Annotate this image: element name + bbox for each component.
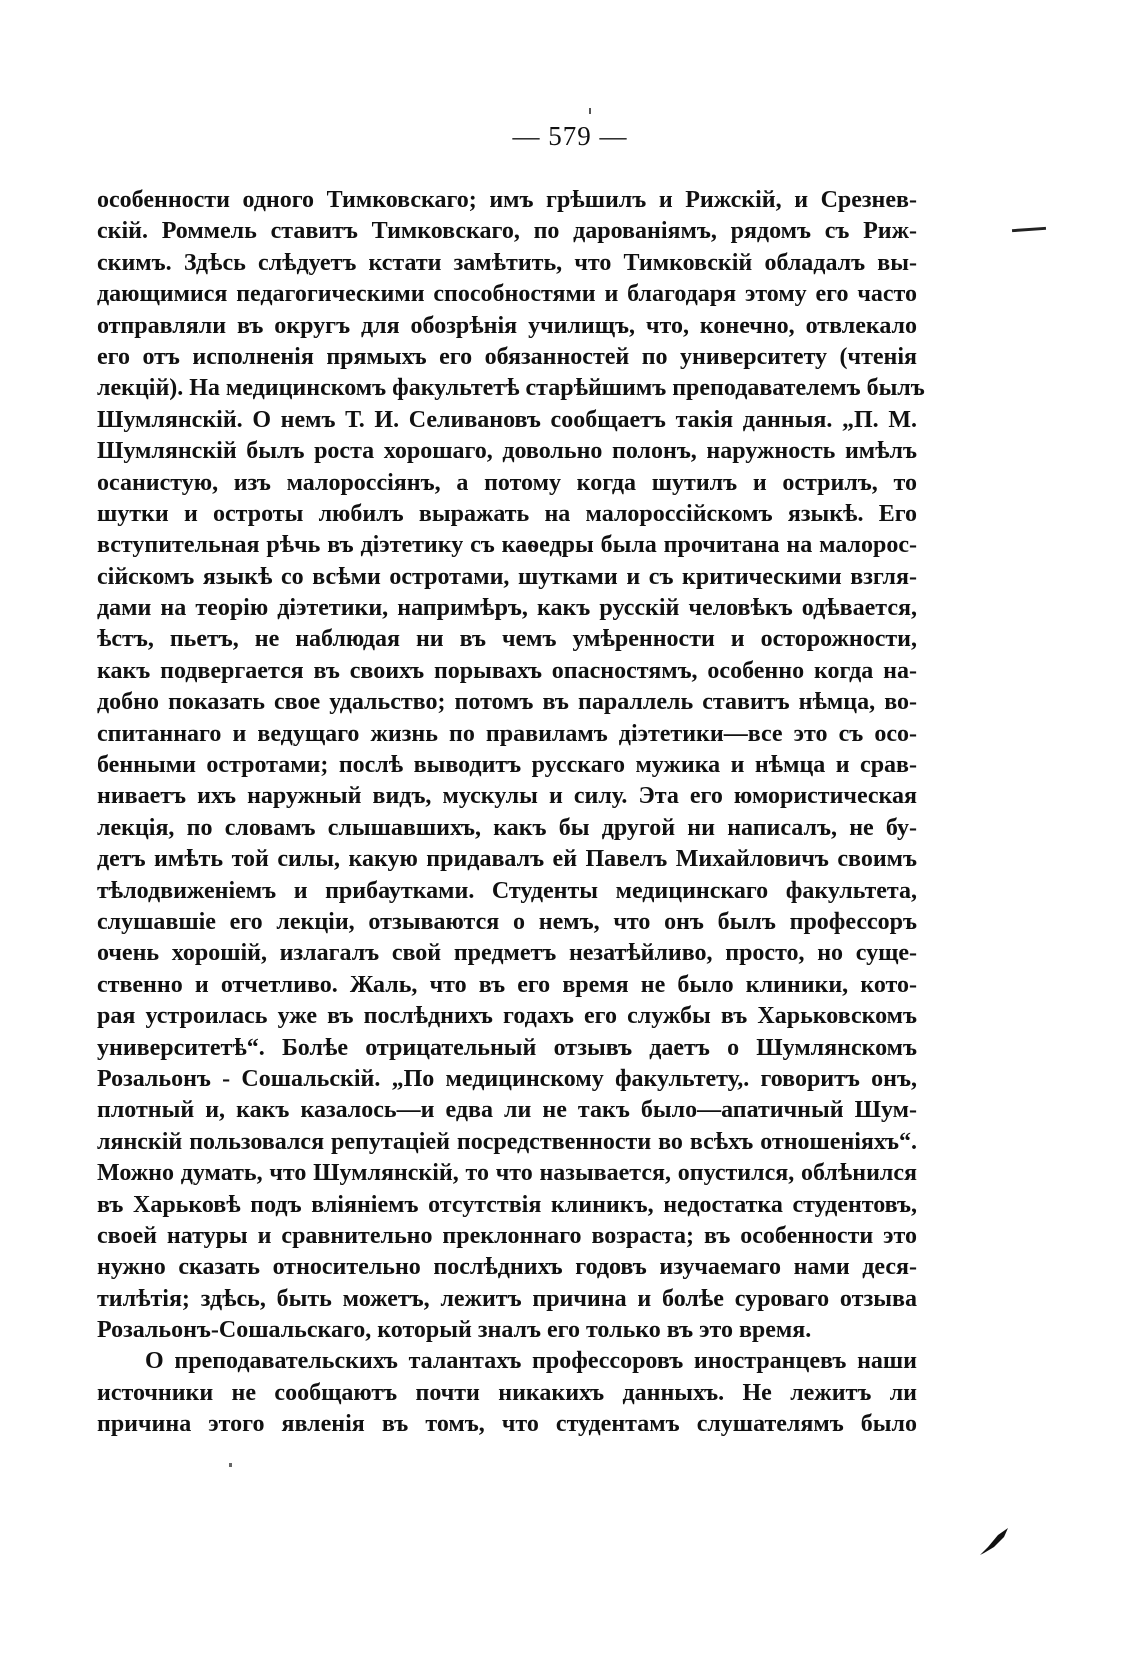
- text-line: скій. Роммель ставитъ Тимковскаго, по дарованіямъ, рядомъ съ Риж-: [97, 218, 917, 245]
- paragraph-1: [97, 185, 925, 1346]
- text-line: плотный и, какъ казалось—и едва ли не такъ было—апатичный Шум-: [97, 1097, 917, 1124]
- text-line: скимъ. Здѣсь слѣдуетъ кстати замѣтить, что Тимковскій обладалъ вы-: [97, 249, 917, 276]
- text-line: дами на теорію діэтетики, напримѣръ, какъ русскій человѣкъ одѣвается,: [97, 595, 917, 622]
- text-line: вступительная рѣчь въ діэтетику съ каѳедры была прочитана на малорос-: [97, 532, 917, 559]
- text-line: бенными остротами; послѣ выводитъ русскаго мужика и нѣмца и срав-: [97, 752, 917, 779]
- text-line: тѣлодвиженіемъ и прибаутками. Студенты медицинскаго факультета,: [97, 877, 917, 904]
- text-line: дающимися педагогическими способностями и благодаря этому его часто: [97, 281, 917, 308]
- text-line: спитаннаго и ведущаго жизнь по правиламъ діэтетики—все это съ осо-: [97, 720, 917, 747]
- text-line: лянскій пользовался репутаціей посредственности во всѣхъ отношеніяхъ“.: [97, 1128, 917, 1155]
- text-line: отправляли въ округъ для обозрѣнія училищъ, что, конечно, отвлекало: [97, 312, 917, 339]
- text-line: детъ имѣть той силы, какую придавалъ ей Павелъ Михайловичъ своимъ: [97, 846, 917, 873]
- text-line: ѣстъ, пьетъ, не наблюдая ни въ чемъ умѣренности и осторожности,: [97, 626, 917, 653]
- text-line: Розальонъ-Сошальскаго, который зналъ его только въ это время.: [97, 1317, 812, 1344]
- text-line: нужно сказать относительно послѣднихъ годовъ изучаемаго нами деся-: [97, 1254, 917, 1281]
- text-line: причина этого явленія въ томъ, что студентамъ слушателямъ было: [97, 1411, 917, 1438]
- text-line: Шумлянскій былъ роста хорошаго, довольно полонъ, наружность имѣлъ: [97, 438, 917, 465]
- text-line: шутки и остроты любилъ выражать на малороссійскомъ языкѣ. Его: [97, 500, 917, 527]
- text-line: сійскомъ языкѣ со всѣми остротами, шутками и съ критическими взгля-: [97, 563, 917, 590]
- text-line: Шумлянскій. О немъ Т. И. Селивановъ сообщаетъ такія данныя. „П. М.: [97, 406, 917, 433]
- text-line: университетѣ“. Болѣе отрицательный отзывъ даетъ о Шумлянскомъ: [97, 1034, 917, 1061]
- text-line: Розальонъ - Сошальскій. „По медицинскому факультету,. говоритъ онъ,: [97, 1065, 917, 1092]
- text-line: какъ подвергается въ своихъ порывахъ опасностямъ, особенно когда на-: [97, 657, 917, 684]
- text-line: тилѣтія; здѣсь, быть можетъ, лежитъ причина и болѣе суроваго отзыва: [97, 1285, 917, 1312]
- text-line: рая устроилась уже въ послѣднихъ годахъ его службы въ Харьковскомъ: [97, 1003, 917, 1030]
- quill-mark-icon: [978, 1525, 1012, 1559]
- text-line: очень хорошій, излагалъ свой предметъ незатѣйливо, просто, но суще-: [97, 940, 917, 967]
- text-line: осанистую, изъ малороссіянъ, а потому когда шутилъ и острилъ, то: [97, 469, 917, 496]
- text-line: добно показать свое удальство; потомъ въ параллель ставитъ нѣмца, во-: [97, 689, 917, 716]
- print-speck: [229, 1463, 232, 1467]
- paragraph-2: [97, 1346, 917, 1440]
- page-number: — 579 —: [512, 121, 628, 151]
- text-line: особенности одного Тимковскаго; имъ грѣшилъ и Рижскій, и Срезнев-: [97, 187, 917, 213]
- text-line: источники не сообщаютъ почти никакихъ данныхъ. Не лежитъ ли: [97, 1379, 917, 1406]
- text-line: его отъ исполненія прямыхъ его обязанностей по университету (чтенія: [97, 343, 917, 370]
- margin-dash-mark: [1012, 227, 1046, 232]
- text-line: Можно думать, что Шумлянскій, то что называется, опустился, облѣнился: [97, 1160, 917, 1187]
- text-line: ниваетъ ихъ наружный видъ, мускулы и силу. Эта его юмористическая: [97, 783, 917, 810]
- text-line: въ Харьковѣ подъ вліяніемъ отсутствія клиникъ, недостатка студентовъ,: [97, 1191, 917, 1218]
- text-line: слушавшіе его лекціи, отзываются о немъ, что онъ былъ профессоръ: [97, 908, 917, 935]
- text-line: своей натуры и сравнительно преклоннаго возраста; въ особенности это: [97, 1222, 917, 1249]
- text-line: лекцій). На медицинскомъ факультетѣ старѣйшимъ преподавателемъ былъ: [97, 375, 925, 402]
- body-text: [97, 185, 925, 1441]
- text-line: О преподавательскихъ талантахъ профессоровъ иностранцевъ наши: [145, 1348, 917, 1375]
- text-line: ственно и отчетливо. Жаль, что въ его время не было клиники, кото-: [97, 971, 917, 998]
- text-line: лекція, по словамъ слышавшихъ, какъ бы другой ни написалъ, не бу-: [97, 814, 917, 841]
- print-speck: [589, 108, 591, 114]
